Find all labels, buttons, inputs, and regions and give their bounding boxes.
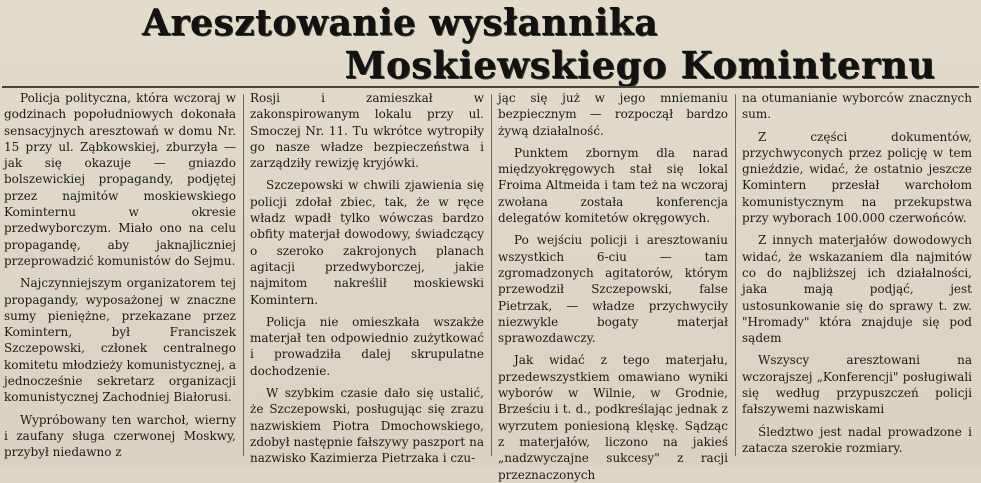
headline-line-2: Moskiewskiego Kominternu xyxy=(344,43,936,87)
column-1 xyxy=(4,90,236,462)
paragraph: Rosji i zamieszkał w zakonspirowanym lokalu przy ul. Smoczej Nr. 11. Tu wkrótce wytropiły go nasze władze bezpieczeństwa i zarządziły rewizję kryjówki. xyxy=(250,91,484,171)
paragraph: Wszyscy aresztowani na wczorajszej „Konferencji" posługiwali się według przypuszczeń policji fałszywemi nazwiskami xyxy=(742,353,972,417)
paragraph: Śledztwo jest nadal prowadzone i zatacza szerokie rozmiary. xyxy=(742,424,972,455)
paragraph: Wypróbowany ten warchoł, wierny i zaufany sługa czerwonej Moskwy, przybył niedawno z xyxy=(4,412,236,460)
paragraph: Policja polityczna, która wczoraj w godzinach popołudniowych dokonała sensacyjnych aresztowań w domu Nr. 15 przy ul. Ząbkowskiej, zburzyła — jak się okazuje — gniazdo bolszewickiej propagandy, podjętej przez najmitów moskiewskiego Kominternu w okresie przedwyborczym. Miało ono na celu propagandę, aby jaknajliczniej przeprowadzić komunistów do Sejmu. xyxy=(4,91,236,268)
paragraph: Po wejściu policji i aresztowaniu wszystkich 6-ciu — tam zgromadzonych agitatorów, którym przewodził Szczepowski, false Pietrzak, — władze przychwyciły niezwykle bogaty materjał sprawozdawczy. xyxy=(498,233,728,346)
column-divider xyxy=(491,94,492,456)
paragraph: na otumanianie wyborców znacznych sum. xyxy=(742,91,972,122)
paragraph: Punktem zbornym dla narad międzyokręgowych stał się lokal Froima Altmeida i tam też na wczoraj zwołana została konferencja delegatów komitetów okręgowych. xyxy=(498,145,728,226)
column-divider xyxy=(243,94,244,456)
paragraph: Najczynniejszym organizatorem tej propagandy, wyposażonej w znaczne sumy pieniężne, przekazane przez Komintern, był Franciszek Szczepowski, członek centralnego komitetu młodzieży komunistycznej, a jednocześnie sekretarz organizacji komunistycznej Zachodniej Białorusi. xyxy=(4,276,236,405)
column-2 xyxy=(250,90,484,466)
paragraph: Szczepowski w chwili zjawienia się policji zdołał zbiec, tak, że w ręce władz wpadł tylko wówczas bardzo obfity materjał dowodowy, świadczący o szeroko zakrojonych planach agitacji przedwyborczej, jakie najmitom nakreślił moskiewski Komintern. xyxy=(250,178,484,307)
column-divider xyxy=(735,94,736,456)
paragraph: Z części dokumentów, przychwyconych przez policję w tem gnieździe, widać, że ostatnio jeszcze Komintern przesłał warchołom komunistycznym na przekupstwa przy wyborach 100.000 czerwońców. xyxy=(742,129,972,226)
paragraph: Policja nie omieszkała wszakże materjał ten odpowiednio zużytkować i prowadziła dalej skrupulatne dochodzenie. xyxy=(250,314,484,378)
paragraph: W szybkim czasie dało się ustalić, że Szczepowski, posługując się zrazu nazwiskiem Piotra Dmochowskiego, zdobył następnie fałszywy paszport na nazwisko Kazimierza Pietrzaka i czu- xyxy=(250,386,484,466)
headline-rule xyxy=(2,86,979,88)
paragraph: Jak widać z tego materjału, przedewszystkiem omawiano wyniki wyborów w Wilnie, w Grodnie, Brześciu i t. d., podkreślając jednak z wyrzutem poniesioną klęskę. Sądząc z materjałów, liczono na jakieś „nadzwyczajne sukcesy" z racji przeznaczonych xyxy=(498,353,728,482)
paragraph: Z innych materjałów dowodowych widać, że wskazaniem dla najmitów co do najbliższej ich działalności, jaka mają podjąć, jest ustosunkowanie się do sprawy t. zw. "Hromady" która znajduje się pod sądem xyxy=(742,233,972,346)
paragraph: jąc się już w jego mniemaniu bezpiecznym — rozpoczął bardzo żywą działalność. xyxy=(498,91,728,138)
column-3 xyxy=(498,90,728,482)
headline-line-1: Aresztowanie wysłannika xyxy=(142,2,658,44)
article-body xyxy=(4,90,974,482)
column-4 xyxy=(742,90,972,462)
